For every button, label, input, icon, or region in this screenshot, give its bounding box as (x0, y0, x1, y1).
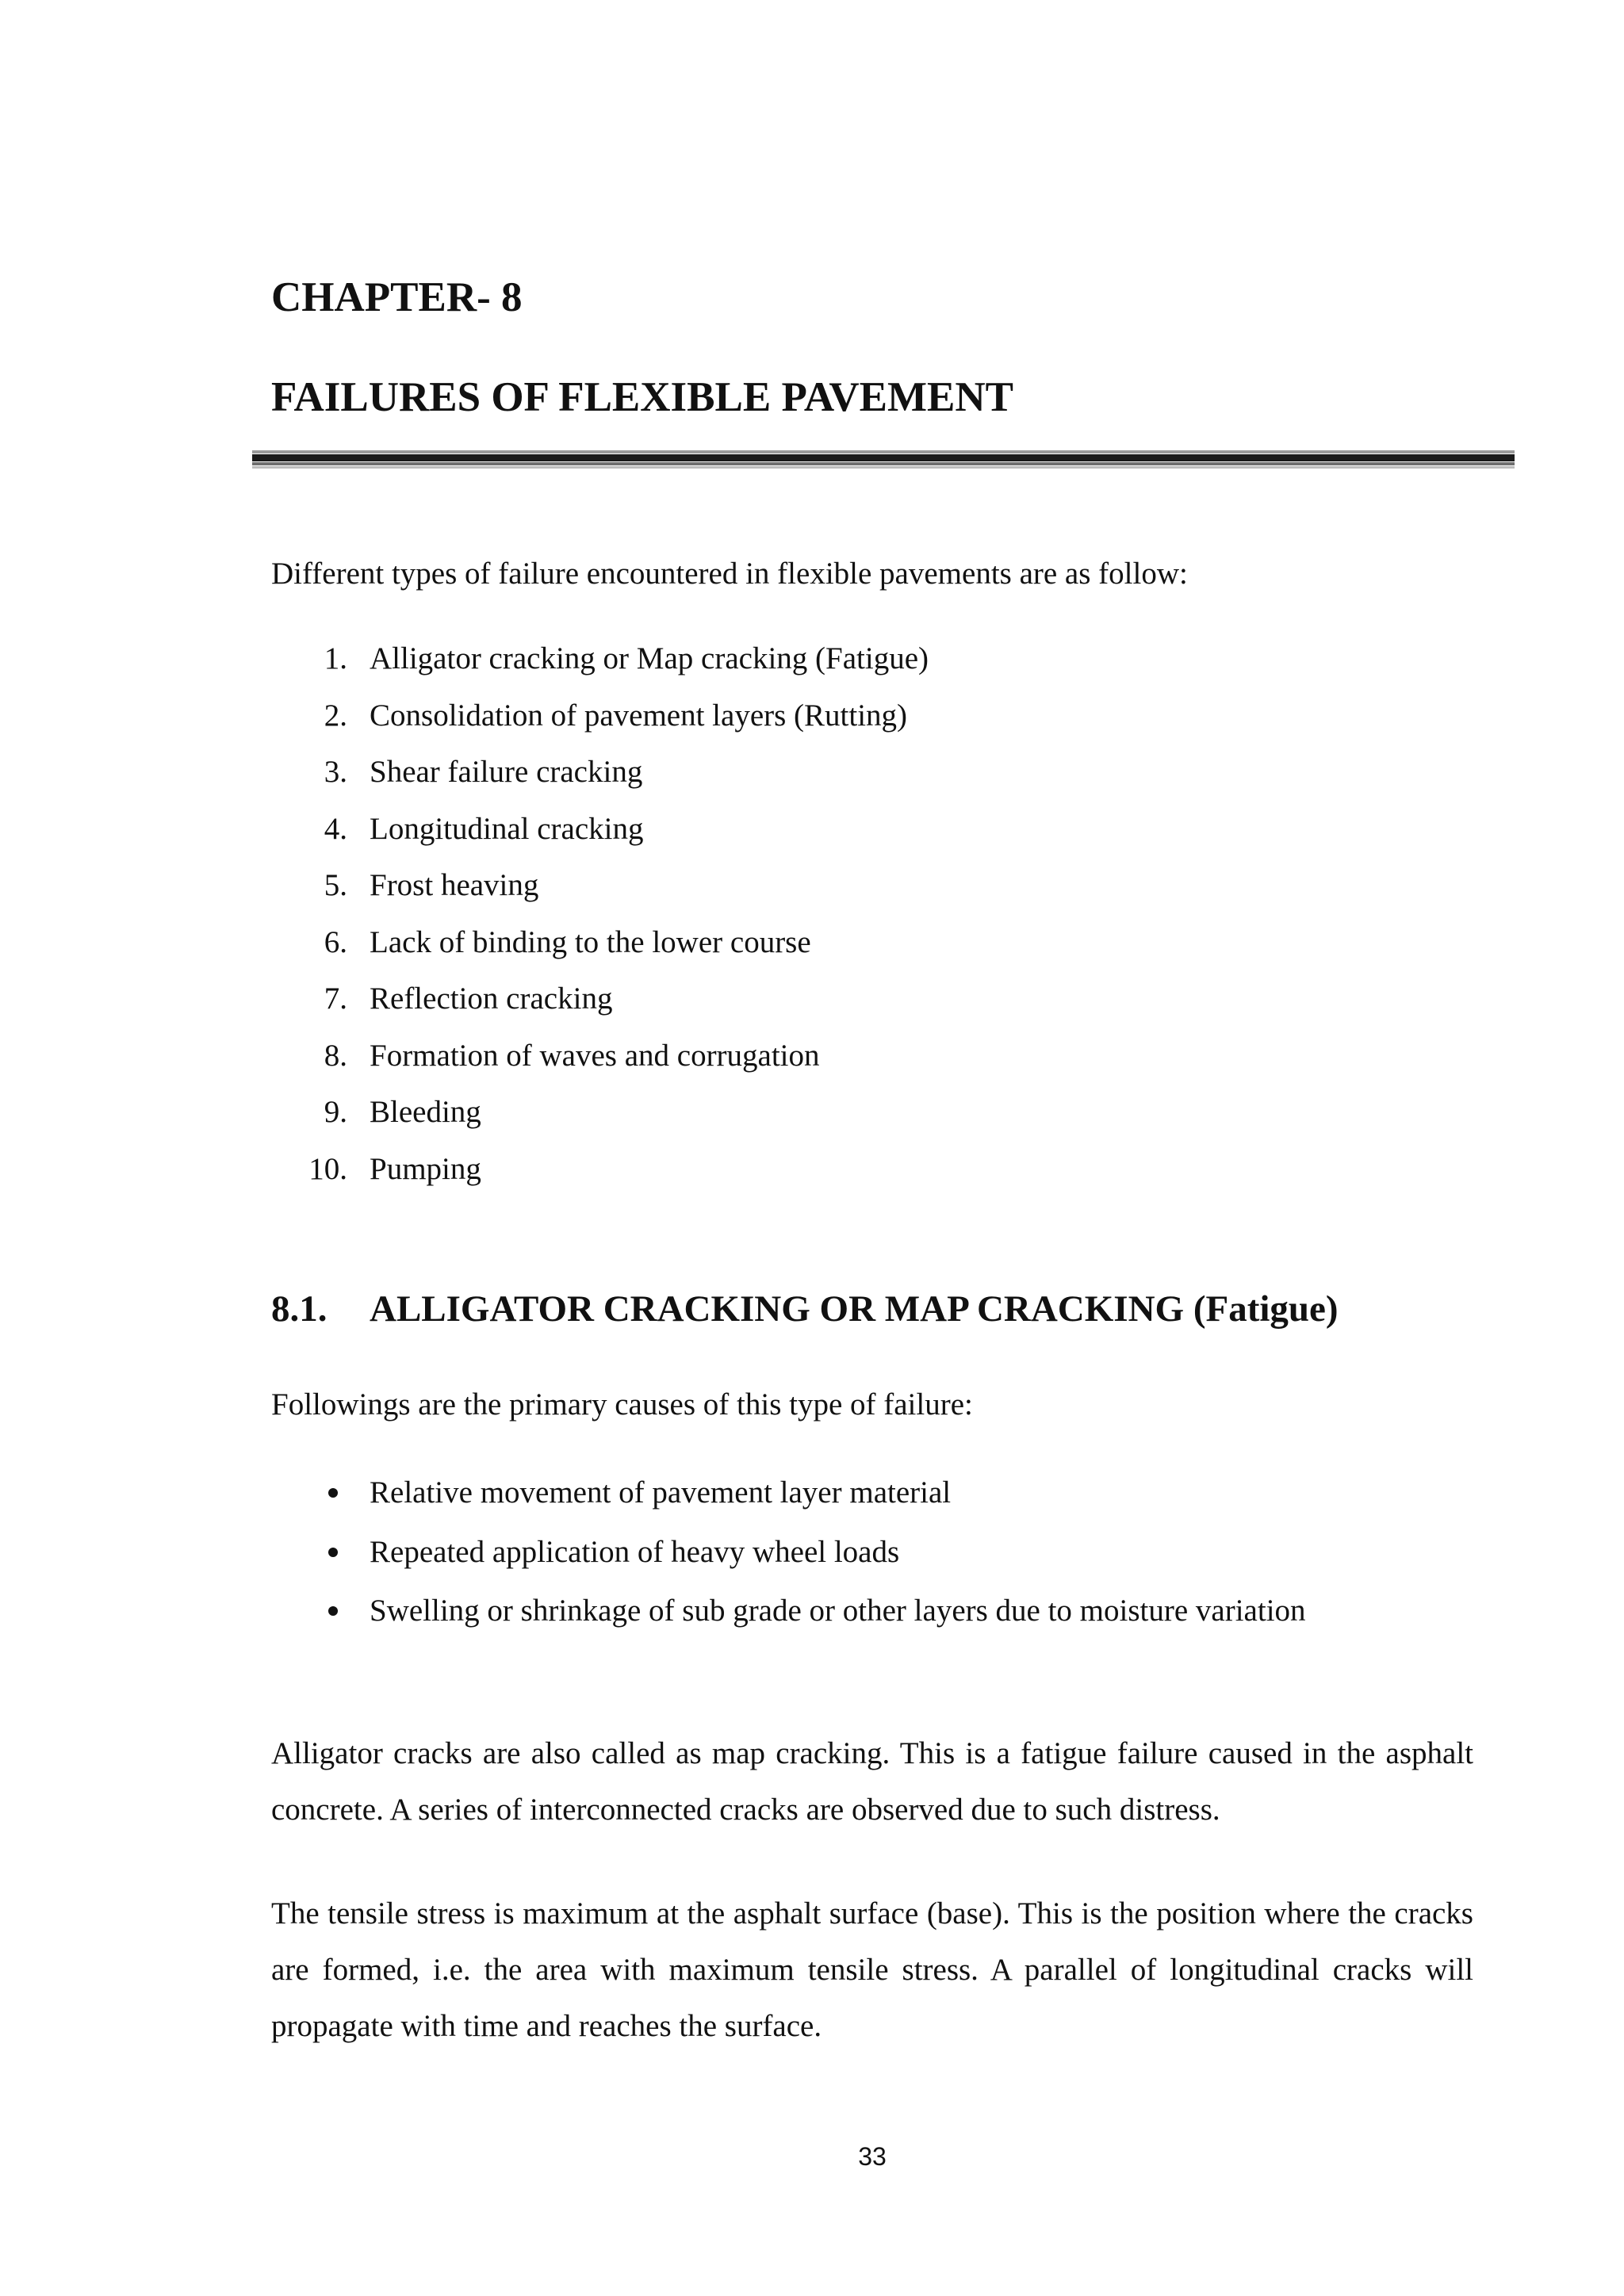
bullet-icon (328, 1606, 338, 1616)
list-item-text: Shear failure cracking (370, 755, 643, 789)
list-item-text: Swelling or shrinkage of sub grade or other layers due to moisture variation (370, 1594, 1306, 1628)
list-item-text: Formation of waves and corrugation (370, 1038, 820, 1073)
list-item-text: Bleeding (370, 1095, 481, 1129)
chapter-label: CHAPTER- 8 (271, 274, 523, 320)
causes-intro: Followings are the primary causes of this type of failure: (271, 1387, 973, 1422)
section-title: ALLIGATOR CRACKING OR MAP CRACKING (Fatigue) (370, 1288, 1339, 1330)
list-item-number: 7. (324, 982, 347, 1016)
list-item-number: 9. (324, 1095, 347, 1129)
list-item-number: 6. (324, 924, 347, 959)
list-item-number: 3. (324, 755, 347, 789)
list-item-text: Lack of binding to the lower course (370, 924, 811, 959)
list-item-text: Pumping (370, 1151, 481, 1186)
list-item-number: 2. (324, 698, 347, 733)
list-item-text: Longitudinal cracking (370, 811, 644, 846)
list-item-text: Consolidation of pavement layers (Rutting) (370, 698, 908, 733)
section-number: 8.1. (271, 1288, 327, 1330)
list-item-text: Frost heaving (370, 868, 539, 902)
bullet-icon (328, 1548, 338, 1557)
list-item-number: 1. (324, 641, 347, 675)
bullet-icon (328, 1488, 338, 1498)
body-paragraph: The tensile stress is maximum at the asphalt surface (base). This is the position where the cracks are formed, i.e. the area with maximum tensile stress. A parallel of longitudinal cracks will propagate with time and reaches the surface. (271, 1896, 1473, 2043)
intro-paragraph: Different types of failure encountered in flexible pavements are as follow: (271, 557, 1188, 591)
section-heading (271, 1281, 1339, 1337)
chapter-title: FAILURES OF FLEXIBLE PAVEMENT (271, 374, 1013, 420)
list-item-text: Alligator cracking or Map cracking (Fatigue) (370, 641, 929, 675)
list-item-text: Relative movement of pavement layer material (370, 1475, 952, 1510)
page-number: 33 (858, 2142, 887, 2171)
body-paragraph: Alligator cracks are also called as map cracking. This is a fatigue failure caused in the asphalt concrete. A series of interconnected cracks are observed due to such distress. (271, 1736, 1473, 1827)
list-item-text: Repeated application of heavy wheel loads (370, 1534, 900, 1569)
list-item-number: 4. (324, 811, 347, 846)
list-item-text: Reflection cracking (370, 982, 613, 1016)
title-divider (252, 450, 1515, 471)
list-item-number: 5. (324, 868, 347, 902)
list-item-number: 10. (308, 1151, 347, 1186)
list-item-number: 8. (324, 1038, 347, 1073)
